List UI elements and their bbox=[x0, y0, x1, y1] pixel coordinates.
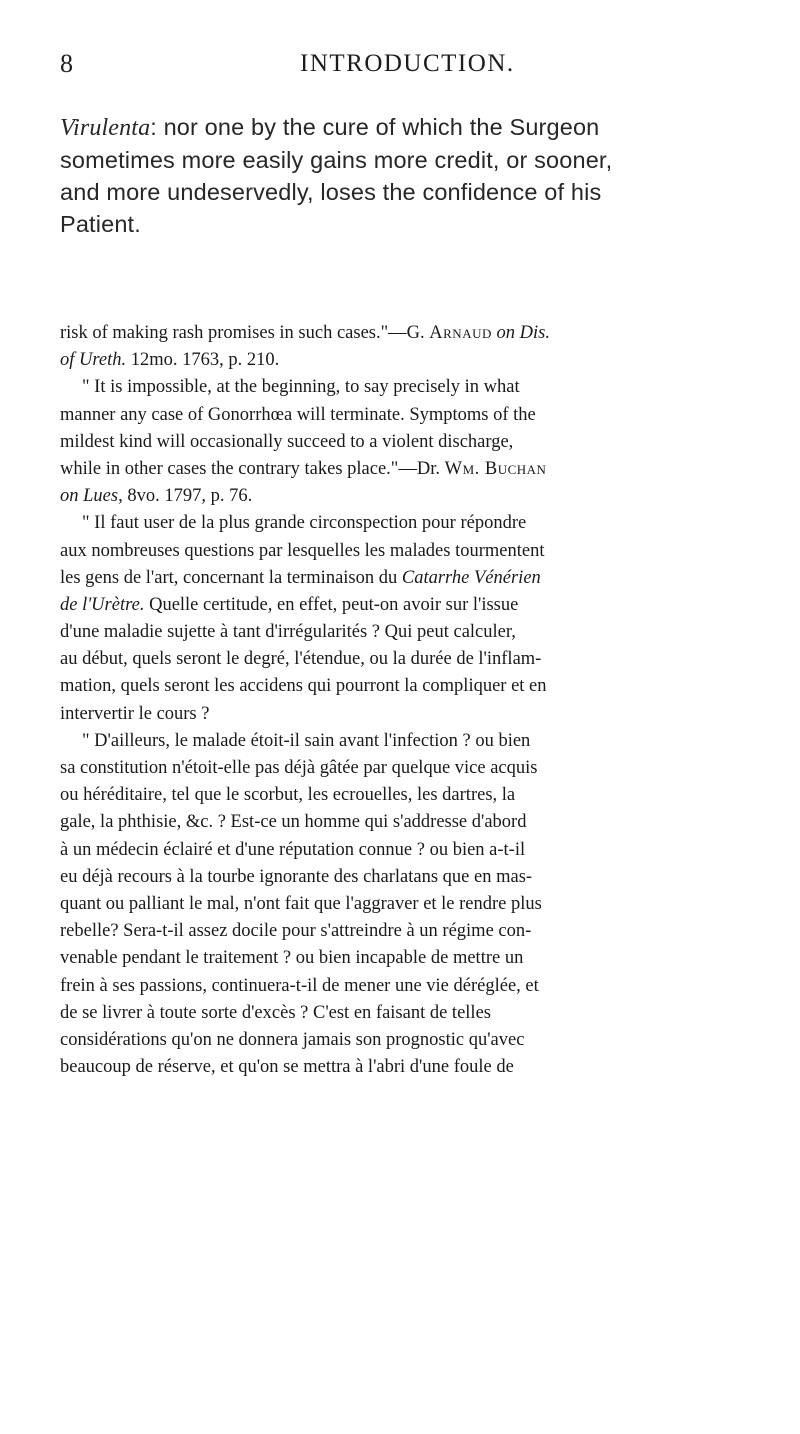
note-line-8: " Il faut user de la plus grande circonspection pour répondre bbox=[82, 513, 527, 534]
note-line-12: d'une maladie sujette à tant d'irrégularités ? Qui peut calculer, bbox=[60, 622, 516, 643]
citation-title: of Ureth. bbox=[60, 350, 127, 371]
note-line-3: " It is impossible, at the beginning, to say precisely in what bbox=[82, 377, 520, 398]
note-line-11 bbox=[60, 592, 782, 619]
main-text-paragraph bbox=[60, 111, 780, 240]
note-line-26: de se livrer à toute sorte d'excès ? C'est en faisant de telles bbox=[60, 1002, 491, 1023]
note-line-10 bbox=[60, 565, 782, 592]
note-line-25: frein à ses passions, continuera-t-il de mener une vie déréglée, et bbox=[60, 975, 539, 996]
note-text: 12mo. 1763, p. 210. bbox=[126, 350, 280, 371]
note-line-28: beaucoup de réserve, et qu'on se mettra à l'abri d'une foule de bbox=[60, 1057, 514, 1078]
page-number: 8 bbox=[60, 49, 74, 78]
note-line-1 bbox=[60, 320, 782, 347]
note-text: while in other cases the contrary takes place."—Dr. bbox=[60, 458, 445, 479]
main-text-line-2: sometimes more easily gains more credit, or sooner, bbox=[60, 147, 613, 173]
citation-title: de l'Urètre. bbox=[60, 594, 145, 615]
citation-title: on Lues, bbox=[60, 486, 123, 507]
note-line-13: au début, quels seront le degré, l'étendue, ou la durée de l'inflam- bbox=[60, 649, 542, 670]
note-line-24: venable pendant le traitement ? ou bien incapable de mettre un bbox=[60, 948, 524, 969]
note-line-9: aux nombreuses questions par lesquelles les malades tourmentent bbox=[60, 540, 545, 561]
author-name-arnaud: Arnaud bbox=[429, 323, 492, 343]
note-line-6 bbox=[60, 456, 782, 483]
running-head: INTRODUCTION. bbox=[300, 50, 515, 77]
note-text: Quelle certitude, en effet, peut-on avoir sur l'issue bbox=[144, 594, 519, 615]
note-line-20: à un médecin éclairé et d'une réputation connue ? ou bien a-t-il bbox=[60, 839, 526, 860]
footnotes-block bbox=[60, 320, 782, 1081]
note-line-21: eu déjà recours à la tourbe ignorante des charlatans que en mas- bbox=[60, 866, 533, 887]
note-line-23: rebelle? Sera-t-il assez docile pour s'attreindre à un régime con- bbox=[60, 921, 532, 942]
note-line-14: mation, quels seront les accidens qui pourront la compliquer et en bbox=[60, 676, 547, 697]
note-text: risk of making rash promises in such cases."—G. bbox=[60, 323, 430, 343]
note-line-19: gale, la phthisie, &c. ? Est-ce un homme qui s'addresse d'abord bbox=[60, 812, 527, 833]
note-line-5: mildest kind will occasionally succeed to a violent discharge, bbox=[60, 431, 514, 452]
note-text: les gens de l'art, concernant la terminaison du bbox=[60, 567, 402, 588]
author-name-buchan: Wm. Buchan bbox=[444, 458, 547, 479]
note-line-2 bbox=[60, 347, 782, 374]
note-line-4: manner any case of Gonorrhœa will terminate. Symptoms of the bbox=[60, 404, 536, 425]
page-header bbox=[60, 46, 760, 86]
note-line-17: sa constitution n'étoit-elle pas déjà gâtée par quelque vice acquis bbox=[60, 758, 538, 778]
citation-title: on Dis. bbox=[491, 323, 550, 343]
main-text-line-4: Patient. bbox=[60, 211, 141, 237]
note-text: 8vo. 1797, p. 76. bbox=[122, 486, 253, 507]
note-line-7 bbox=[60, 483, 782, 510]
note-line-15: intervertir le cours ? bbox=[60, 703, 210, 724]
note-line-16: " D'ailleurs, le malade étoit-il sain avant l'infection ? ou bien bbox=[82, 730, 531, 751]
italic-term-virulenta: Virulenta bbox=[60, 115, 151, 141]
note-line-27: considérations qu'on ne donnera jamais son prognostic qu'avec bbox=[60, 1029, 525, 1050]
note-line-18: ou héréditaire, tel que le scorbut, les ecrouelles, les dartres, la bbox=[60, 785, 516, 806]
main-text-line-1: : nor one by the cure of which the Surgeon bbox=[150, 114, 600, 140]
main-text-line-3: and more undeservedly, loses the confidence of his bbox=[60, 179, 602, 205]
citation-title: Catarrhe Vénérien bbox=[401, 567, 541, 588]
note-line-22: quant ou palliant le mal, n'ont fait que l'aggraver et le rendre plus bbox=[60, 893, 542, 914]
